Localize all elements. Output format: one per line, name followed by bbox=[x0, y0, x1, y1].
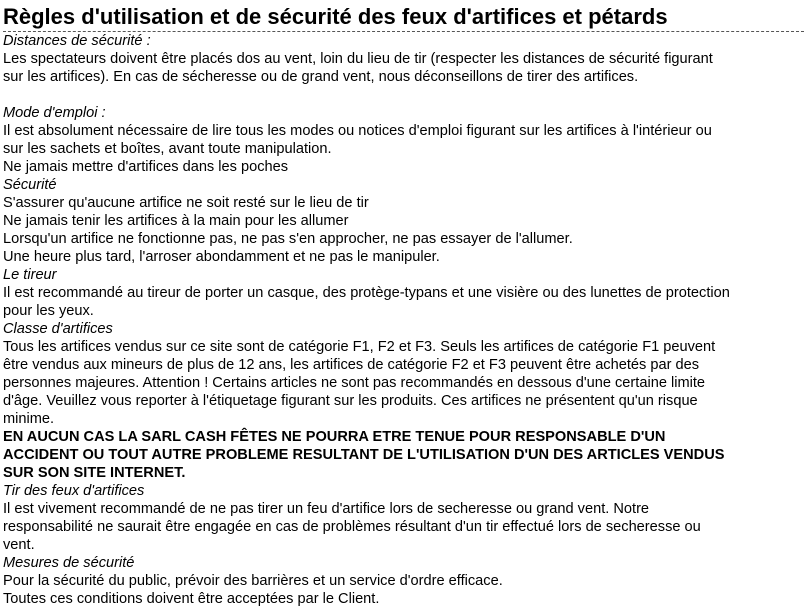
warning-line: ACCIDENT OU TOUT AUTRE PROBLEME RESULTANT DE L'UTILISATION D'UN DES ARTICLES VENDUS bbox=[3, 447, 725, 463]
section-heading: Tir des feux d'artifices bbox=[3, 483, 145, 499]
warning-line: SUR SON SITE INTERNET. bbox=[3, 465, 186, 481]
paragraph-line: S'assurer qu'aucune artifice ne soit resté sur le lieu de tir bbox=[3, 195, 369, 211]
paragraph-line: Pour la sécurité du public, prévoir des barrières et un service d'ordre efficace. bbox=[3, 573, 503, 589]
paragraph-line: Il est absolument nécessaire de lire tous les modes ou notices d'emploi figurant sur les artifices à l'intérieur ou bbox=[3, 123, 712, 139]
section-heading: Mesures de sécurité bbox=[3, 555, 135, 571]
section-tir bbox=[3, 482, 804, 554]
paragraph-line: responsabilité ne saurait être engagée en cas de problèmes résultant d'un tir effectué lors de secheresse ou bbox=[3, 519, 701, 535]
section-heading: Le tireur bbox=[3, 267, 57, 283]
paragraph-line: Toutes ces conditions doivent être acceptées par le Client. bbox=[3, 591, 380, 607]
section-securite bbox=[3, 176, 804, 266]
page-title: Règles d'utilisation et de sécurité des feux d'artifices et pétards bbox=[3, 0, 804, 32]
liability-warning bbox=[3, 428, 804, 482]
paragraph-line: être vendus aux mineurs de plus de 12 ans, les artifices de catégorie F2 et F3 peuvent être achetés par des bbox=[3, 357, 700, 373]
paragraph-line: Lorsqu'un artifice ne fonctionne pas, ne pas s'en approcher, ne pas essayer de l'allumer. bbox=[3, 231, 573, 247]
blank-line bbox=[3, 86, 804, 104]
paragraph-line: d'âge. Veuillez vous reporter à l'étiquetage figurant sur les produits. Ces artifices ne présentent qu'un risque bbox=[3, 393, 698, 409]
paragraph-line: personnes majeures. Attention ! Certains articles ne sont pas recommandés en dessous d'une certaine limite bbox=[3, 375, 706, 391]
paragraph-line: Il est recommandé au tireur de porter un casque, des protège-typans et une visière ou des lunettes de protection bbox=[3, 285, 730, 301]
paragraph-line: Il est vivement recommandé de ne pas tirer un feu d'artifice lors de secheresse ou grand vent. Notre bbox=[3, 501, 650, 517]
section-heading: Sécurité bbox=[3, 177, 57, 193]
section-mode-emploi bbox=[3, 104, 804, 176]
section-classe bbox=[3, 320, 804, 428]
section-distances bbox=[3, 32, 804, 86]
paragraph-line: Ne jamais mettre d'artifices dans les poches bbox=[3, 159, 289, 175]
paragraph-line: sur les artifices). En cas de sécheresse ou de grand vent, nous déconseillons de tirer des artifices. bbox=[3, 69, 639, 85]
section-tireur bbox=[3, 266, 804, 320]
section-heading: Mode d'emploi : bbox=[3, 105, 106, 121]
paragraph-line: Les spectateurs doivent être placés dos au vent, loin du lieu de tir (respecter les distances de sécurité figurant bbox=[3, 51, 713, 67]
paragraph-line: sur les sachets et boîtes, avant toute manipulation. bbox=[3, 141, 332, 157]
paragraph-line: Tous les artifices vendus sur ce site sont de catégorie F1, F2 et F3. Seuls les artifices de catégorie F1 peuvent bbox=[3, 339, 716, 355]
section-heading: Distances de sécurité : bbox=[3, 33, 151, 49]
paragraph-line: minime. bbox=[3, 411, 55, 427]
paragraph-line: vent. bbox=[3, 537, 35, 553]
rules-content bbox=[3, 32, 804, 608]
paragraph-line: Ne jamais tenir les artifices à la main pour les allumer bbox=[3, 213, 349, 229]
warning-line: EN AUCUN CAS LA SARL CASH FÊTES NE POURRA ETRE TENUE POUR RESPONSABLE D'UN bbox=[3, 429, 666, 445]
section-mesures bbox=[3, 554, 804, 608]
section-heading: Classe d'artifices bbox=[3, 321, 113, 337]
paragraph-line: pour les yeux. bbox=[3, 303, 94, 319]
paragraph-line: Une heure plus tard, l'arroser abondamment et ne pas le manipuler. bbox=[3, 249, 440, 265]
